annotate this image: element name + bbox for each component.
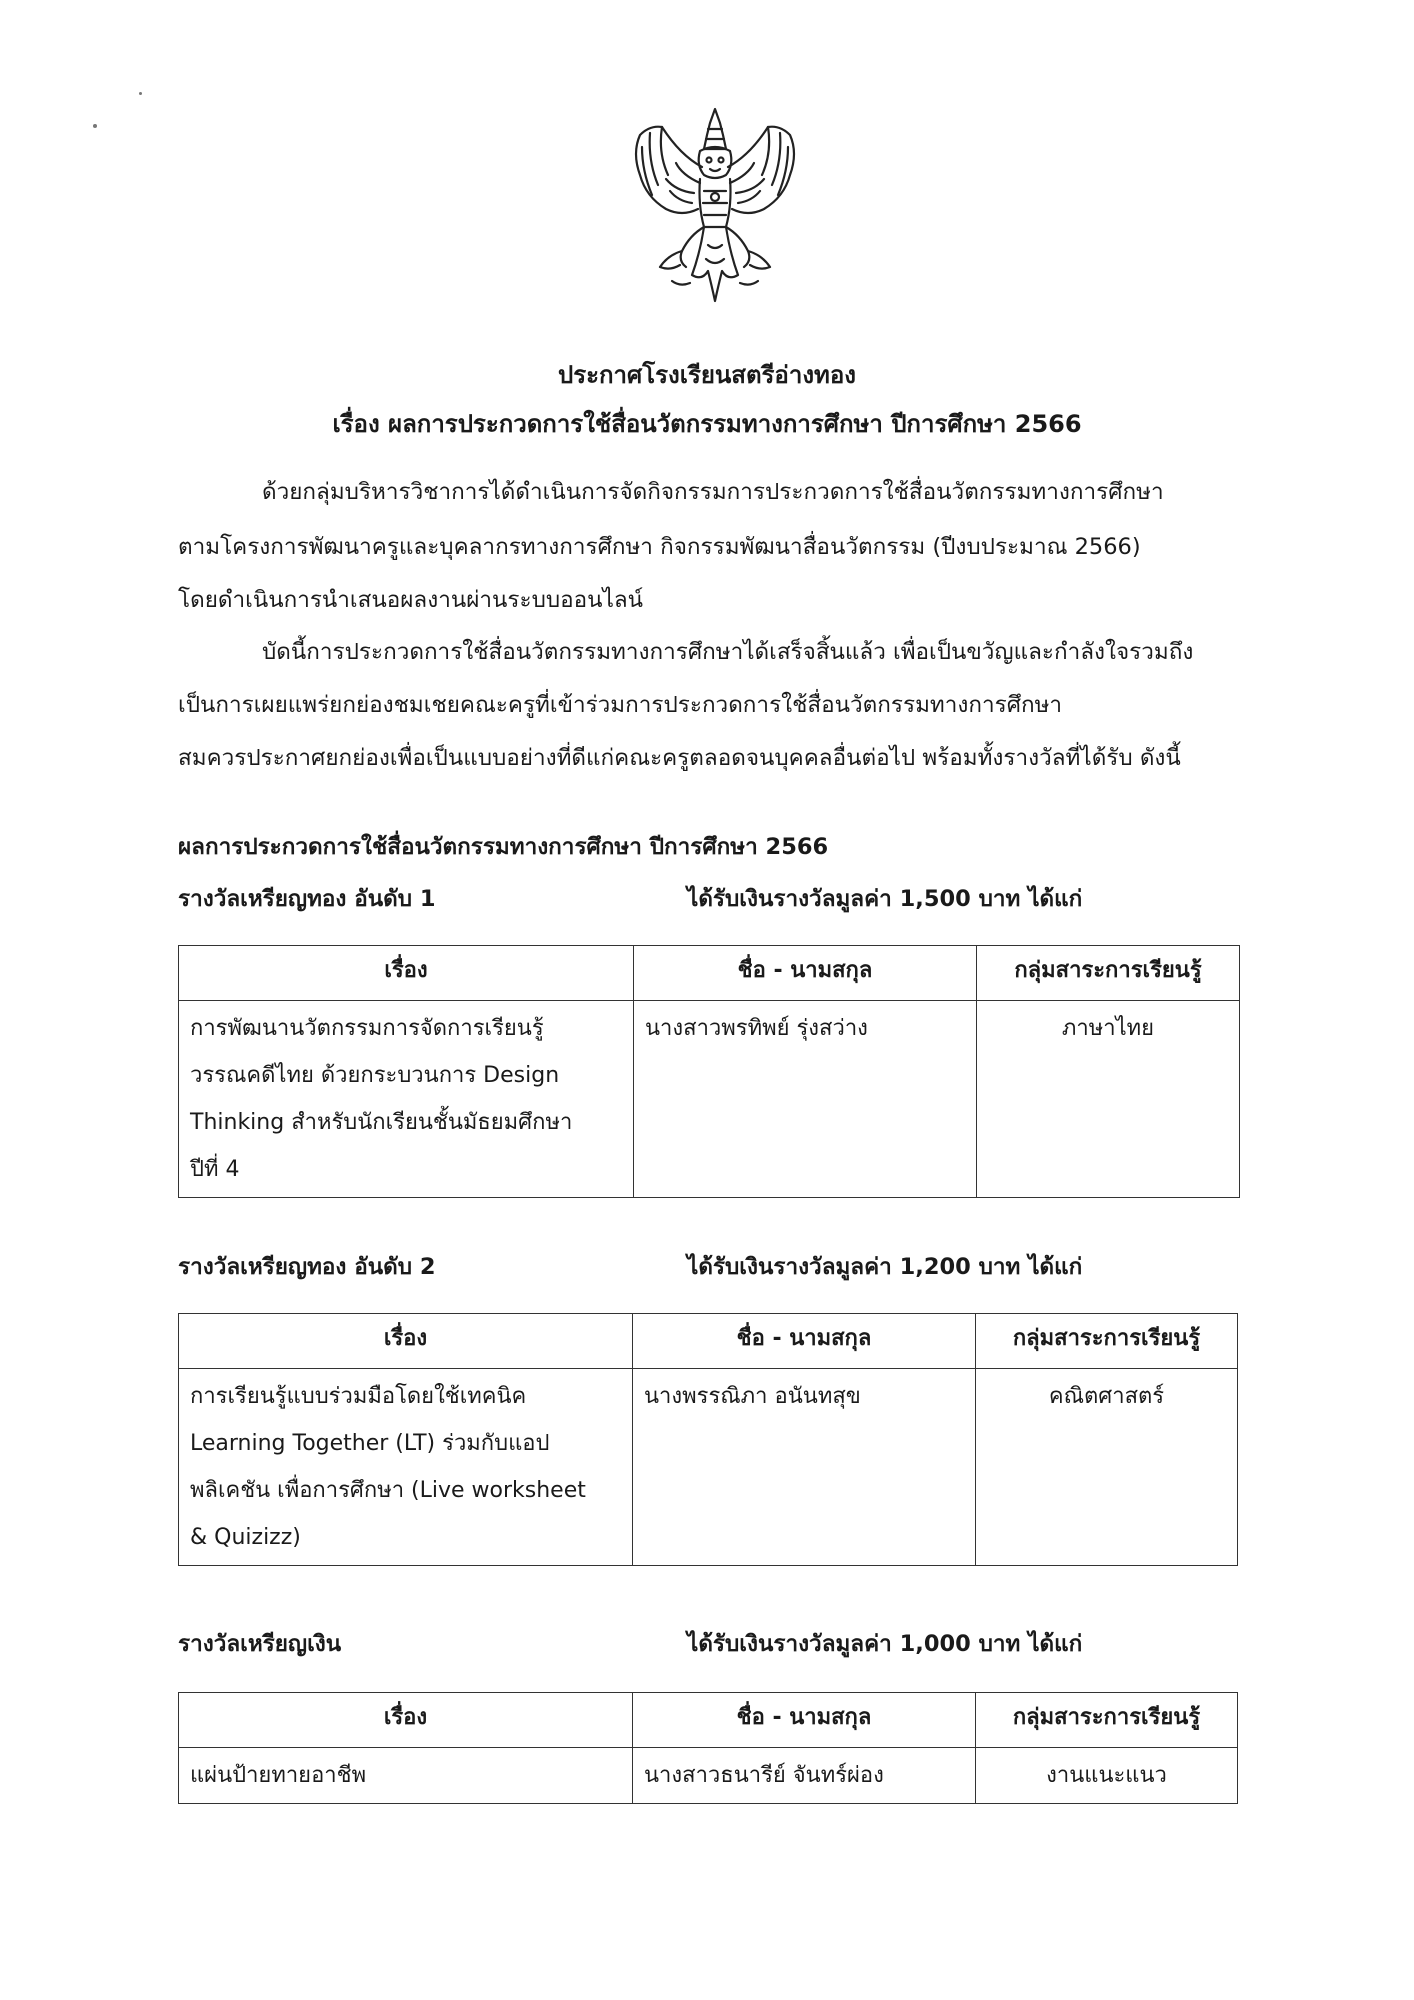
scan-speck: [139, 92, 142, 95]
announcement-subject: เรื่อง ผลการประกวดการใช้สื่อนวัตกรรมทางการศึกษา ปีการศึกษา 2566: [332, 410, 1082, 438]
table-row: [179, 1001, 1240, 1198]
topic-line: & Quizizz): [190, 1525, 301, 1550]
table-row: [179, 1369, 1238, 1566]
column-header-name: ชื่อ - นามสกุล: [633, 1693, 976, 1748]
column-header-name: ชื่อ - นามสกุล: [634, 946, 977, 1001]
topic-line: Learning Together (LT) ร่วมกับแอป: [190, 1431, 550, 1456]
award-1-prize: ได้รับเงินรางวัลมูลค่า 1,500 บาท ได้แก่: [687, 886, 1083, 912]
table-header-row: [179, 1693, 1238, 1748]
table-row: [179, 1748, 1238, 1804]
name-cell: นางสาวธนารีย์ จันทร์ผ่อง: [633, 1748, 976, 1804]
topic-cell: [179, 1748, 633, 1804]
column-header-topic: เรื่อง: [179, 946, 634, 1001]
topic-line: การเรียนรู้แบบร่วมมือโดยใช้เทคนิค: [190, 1384, 527, 1409]
paragraph-1-line-3: โดยดำเนินการนำเสนอผลงานผ่านระบบออนไลน์: [178, 587, 644, 613]
award-2-prize: ได้รับเงินรางวัลมูลค่า 1,200 บาท ได้แก่: [687, 1254, 1083, 1280]
topic-line: พลิเคชัน เพื่อการศึกษา (Live worksheet: [190, 1478, 586, 1503]
column-header-topic: เรื่อง: [179, 1314, 633, 1369]
paragraph-2-line-2: เป็นการเผยแพร่ยกย่องชมเชยคณะครูที่เข้าร่วมการประกวดการใช้สื่อนวัตกรรมทางการศึกษา: [178, 692, 1063, 718]
topic-line: การพัฒนานวัตกรรมการจัดการเรียนรู้: [190, 1016, 544, 1041]
name-cell: นางพรรณิภา อนันทสุข: [633, 1369, 976, 1566]
topic-line: Thinking สำหรับนักเรียนชั้นมัธยมศึกษา: [190, 1110, 573, 1135]
garuda-emblem-icon: [620, 105, 810, 310]
topic-cell: [179, 1369, 633, 1566]
subject-group-cell: ภาษาไทย: [977, 1001, 1240, 1198]
award-2-table: [178, 1313, 1238, 1566]
topic-line: วรรณคดีไทย ด้วยกระบวนการ Design: [190, 1063, 560, 1088]
column-header-subject-group: กลุ่มสาระการเรียนรู้: [977, 946, 1240, 1001]
paragraph-1-line-1: ด้วยกลุ่มบริหารวิชาการได้ดำเนินการจัดกิจกรรมการประกวดการใช้สื่อนวัตกรรมทางการศึกษา: [262, 479, 1164, 505]
award-3-prize: ได้รับเงินรางวัลมูลค่า 1,000 บาท ได้แก่: [687, 1631, 1083, 1657]
name-cell: นางสาวพรทิพย์ รุ่งสว่าง: [634, 1001, 977, 1198]
topic-line: แผ่นป้ายทายอาชีพ: [190, 1763, 367, 1788]
award-2-name: รางวัลเหรียญทอง อันดับ 2: [178, 1254, 436, 1280]
paragraph-2-line-1: บัดนี้การประกวดการใช้สื่อนวัตกรรมทางการศึกษาได้เสร็จสิ้นแล้ว เพื่อเป็นขวัญและกำลังใจรวมถึง: [262, 639, 1194, 665]
column-header-name: ชื่อ - นามสกุล: [633, 1314, 976, 1369]
paragraph-1-line-2: ตามโครงการพัฒนาครูและบุคลากรทางการศึกษา กิจกรรมพัฒนาสื่อนวัตกรรม (ปีงบประมาณ 2566): [178, 534, 1141, 560]
column-header-topic: เรื่อง: [179, 1693, 633, 1748]
column-header-subject-group: กลุ่มสาระการเรียนรู้: [976, 1693, 1238, 1748]
subject-group-cell: คณิตศาสตร์: [976, 1369, 1238, 1566]
subject-group-cell: งานแนะแนว: [976, 1748, 1238, 1804]
topic-cell: [179, 1001, 634, 1198]
announcement-title: ประกาศโรงเรียนสตรีอ่างทอง: [557, 361, 856, 389]
scan-speck: [93, 124, 97, 128]
column-header-subject-group: กลุ่มสาระการเรียนรู้: [976, 1314, 1238, 1369]
award-1-name: รางวัลเหรียญทอง อันดับ 1: [178, 886, 436, 912]
topic-line: ปีที่ 4: [190, 1157, 240, 1182]
award-3-name: รางวัลเหรียญเงิน: [178, 1631, 342, 1657]
paragraph-2-line-3: สมควรประกาศยกย่องเพื่อเป็นแบบอย่างที่ดีแก่คณะครูตลอดจนบุคคลอื่นต่อไป พร้อมทั้งรางวัลที่ได้รับ ดังนี้: [178, 745, 1181, 771]
table-header-row: [179, 1314, 1238, 1369]
award-1-table: [178, 945, 1240, 1198]
table-header-row: [179, 946, 1240, 1001]
award-3-table: [178, 1692, 1238, 1804]
results-heading: ผลการประกวดการใช้สื่อนวัตกรรมทางการศึกษา ปีการศึกษา 2566: [178, 834, 829, 860]
